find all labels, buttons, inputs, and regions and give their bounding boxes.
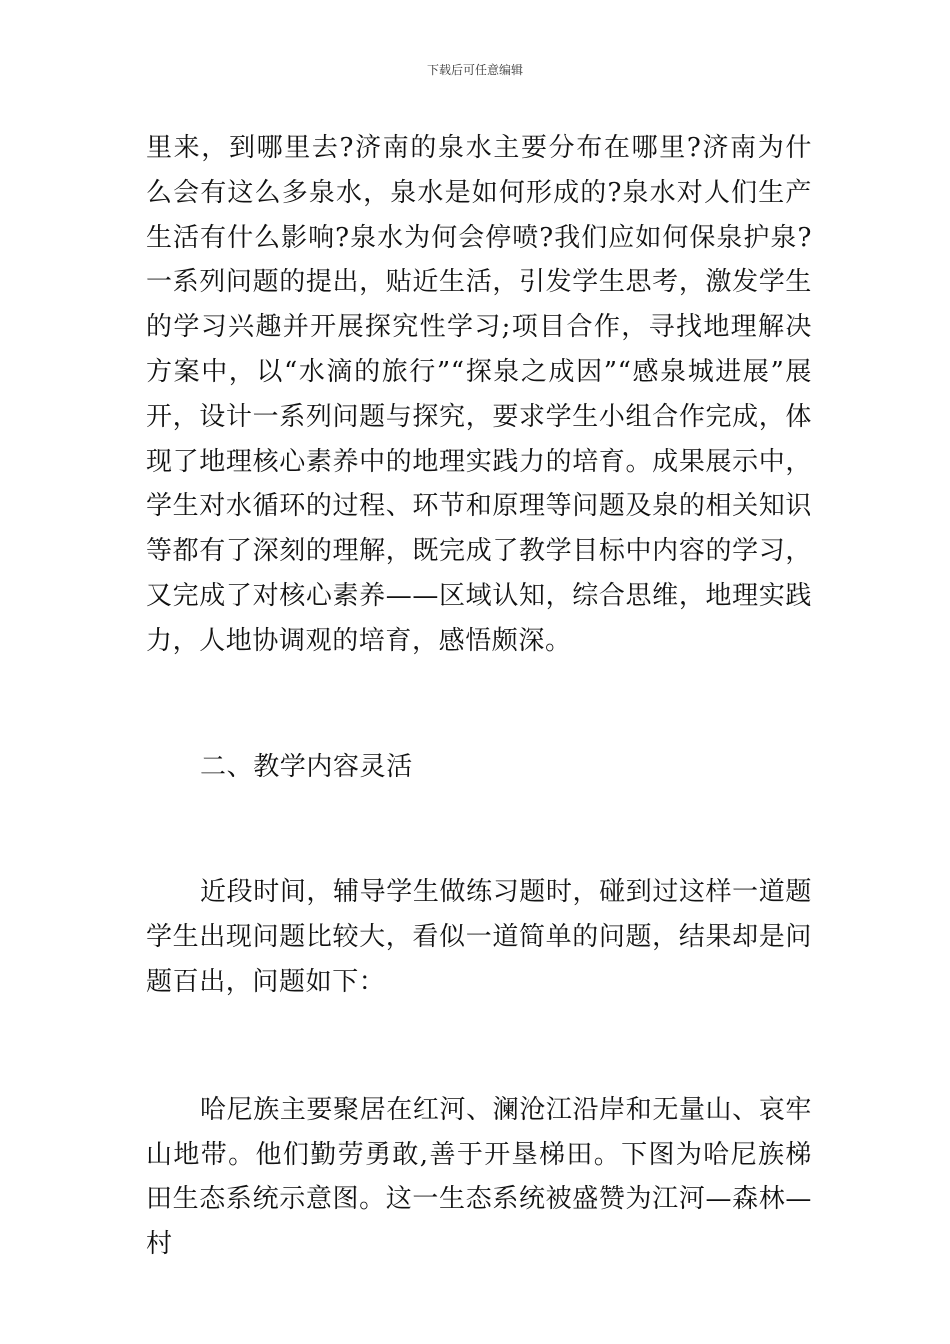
- paragraph-practice-problem: 近段时间，辅导学生做练习题时，碰到过这样一道题学生出现问题比较大，看似一道简单的问题，结果却是问题百出，问题如下：: [146, 877, 812, 997]
- document-body: [146, 126, 812, 1267]
- page-header-note: 下载后可任意编辑: [426, 63, 523, 77]
- paragraph-continuation: 里来，到哪里去?济南的泉水主要分布在哪里?济南为什么会有这么多泉水，泉水是如何形成的?泉水对人们生产生活有什么影响?泉水为何会停喷?我们应如何保泉护泉?一系列问题的提出，贴近生活，引发学生思考，激发学生的学习兴趣并开展探究性学习;项目合作，寻找地理解决方案中，以“水滴的旅行”“探泉之成因”“感泉城进展”展开，设计一系列问题与探究，要求学生小组合作完成，体现了地理核心素养中的地理实践力的培育。成果展示中，学生对水循环的过程、环节和原理等问题及泉的相关知识等都有了深刻的理解，既完成了教学目标中内容的学习，又完成了对核心素养——区域认知，综合思维，地理实践力，人地协调观的培育，感悟颇深。: [146, 133, 812, 656]
- section-heading: 二、教学内容灵活: [200, 751, 413, 782]
- paragraph-hani-terraces: 哈尼族主要聚居在红河、澜沧江沿岸和无量山、哀牢山地带。他们勤劳勇敢,善于开垦梯田。下图为哈尼族梯田生态系统示意图。这一生态系统被盛赞为江河—森林—村: [146, 1094, 812, 1260]
